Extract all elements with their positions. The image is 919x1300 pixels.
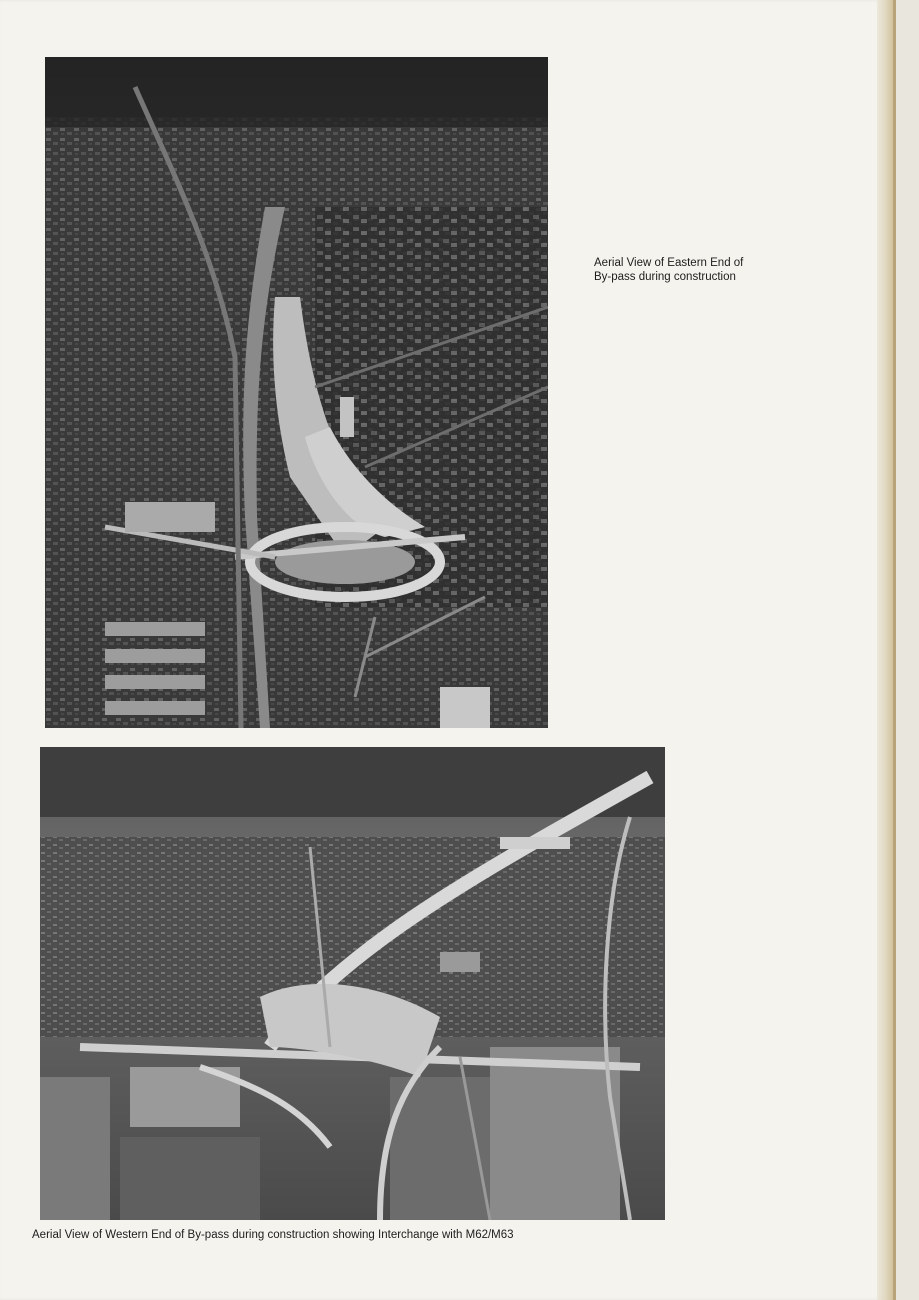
page-edge-shading (877, 0, 893, 1300)
eastern-caption-line-1: Aerial View of Eastern End of (594, 257, 744, 269)
aerial-photo-western-end (40, 747, 665, 1220)
western-photo-caption: Aerial View of Western End of By-pass during construction showing Interchange with M62/M63 (32, 1229, 514, 1241)
western-photo-graphic (40, 747, 665, 1220)
eastern-photo-caption (594, 256, 794, 284)
eastern-photo-graphic (45, 57, 548, 728)
aerial-photo-eastern-end (45, 57, 548, 728)
page-edge-line (893, 0, 896, 1300)
eastern-caption-line-2: By-pass during construction (594, 271, 736, 283)
